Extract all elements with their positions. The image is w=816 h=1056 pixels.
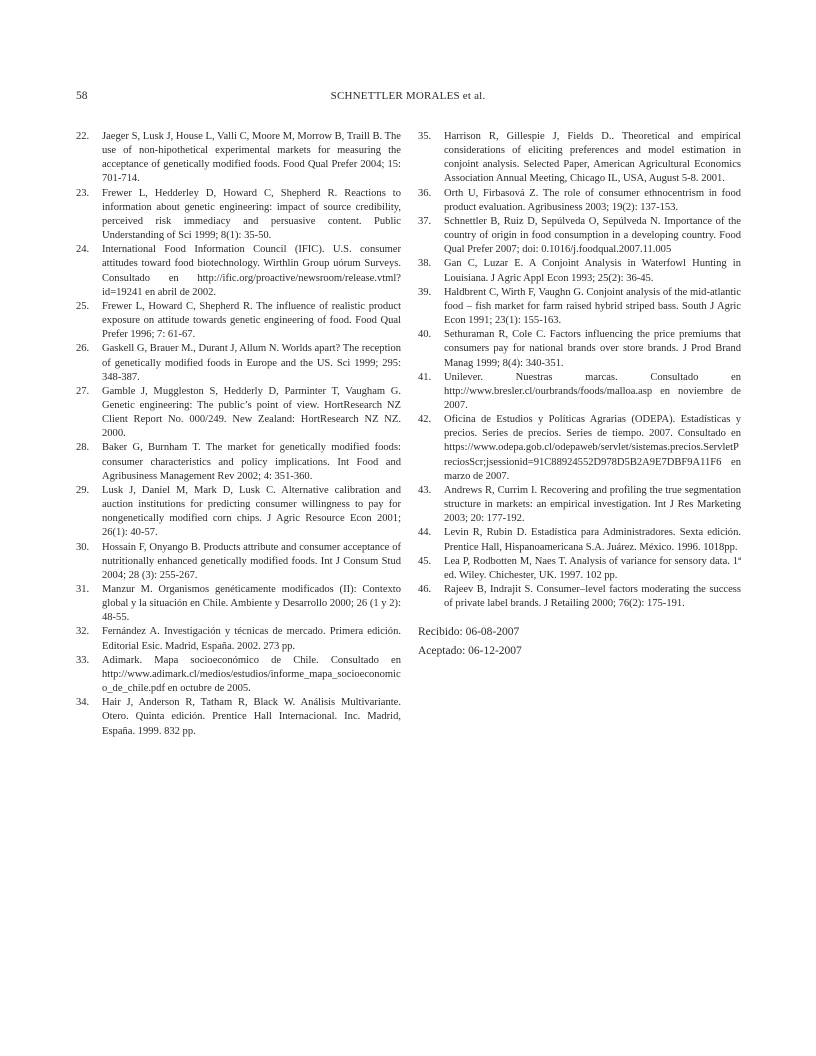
reference-number: 36. xyxy=(418,187,432,199)
reference-text: Andrews R, Currim I. Recovering and profiling the true segmentation structure in markets: an empirical investigation. Int J Res Marketing 2003; 20: 177-192. xyxy=(444,484,741,525)
reference-item xyxy=(76,385,401,442)
reference-item xyxy=(76,696,401,738)
reference-number: 33. xyxy=(76,654,90,666)
accepted-date: Aceptado: 06-12-2007 xyxy=(418,645,522,658)
reference-item xyxy=(76,541,401,583)
reference-item xyxy=(76,484,401,541)
reference-text: Fernández A. Investigación y técnicas de mercado. Primera edición. Editorial Esic. Madrid, España. 2002. 273 pp. xyxy=(102,626,401,652)
reference-text: Hossain F, Onyango B. Products attribute and consumer acceptance of nutritionally enhanced genetically modified foods. Int J Consum Stud 2004; 28 (3): 255-267. xyxy=(102,541,401,581)
reference-item xyxy=(418,257,741,285)
reference-item xyxy=(418,526,741,554)
reference-item xyxy=(418,413,741,484)
reference-item xyxy=(76,654,401,696)
reference-item xyxy=(76,300,401,342)
reference-number: 43. xyxy=(418,484,432,496)
reference-text: Gan C, Luzar E. A Conjoint Analysis in Waterfowl Hunting in Louisiana. J Agric Appl Econ 1993; 25(2): 36-45. xyxy=(444,258,741,284)
reference-text: Adimark. Mapa socioeconómico de Chile. Consultado en http://www.adimark.cl/medios/estudios/informe_mapa_socioeconomico_de_chile.pdf en octubre de 2005. xyxy=(102,654,401,695)
reference-number: 45. xyxy=(418,555,432,567)
reference-number: 44. xyxy=(418,527,432,539)
reference-text: Schnettler B, Ruiz D, Sepúlveda O, Sepúlveda N. Importance of the country of origin in food consumption in a developing country. Food Qual Prefer 2007; doi: 0.1016/j.foodqual.2007.11.005 xyxy=(444,215,741,256)
reference-text: International Food Information Council (IFIC). U.S. consumer attitudes toward food biotechnology. Wirthlin Group uórum Surveys. Consultado en http://ific.org/proactive/newsroom/release.vtml?id=19241 en abril de 2002. xyxy=(102,244,401,298)
reference-number: 42. xyxy=(418,414,432,426)
reference-number: 38. xyxy=(418,258,432,270)
reference-text: Lea P, Rodbotten M, Naes T. Analysis of variance for sensory data. 1ª ed. Wiley. Chichester, UK. 1997. 102 pp. xyxy=(444,555,741,581)
reference-text: Frewer L, Hedderley D, Howard C, Shepherd R. Reactions to information about genetic engineering: impact of source credibility, perceived risk immediacy and persuasive content. Public Understanding of Sci 1999; 8(1): 35-50. xyxy=(102,187,401,242)
reference-number: 41. xyxy=(418,371,432,383)
reference-number: 34. xyxy=(76,697,90,709)
running-head: SCHNETTLER MORALES et al. xyxy=(330,90,486,102)
reference-item xyxy=(76,187,401,244)
reference-item xyxy=(418,371,741,413)
reference-number: 29. xyxy=(76,484,90,496)
reference-number: 31. xyxy=(76,584,90,595)
reference-number: 25. xyxy=(76,300,90,312)
reference-item xyxy=(418,130,741,187)
reference-number: 27. xyxy=(76,385,90,397)
references-left-column xyxy=(76,130,401,739)
submission-dates xyxy=(418,623,741,661)
reference-text: Lusk J, Daniel M, Mark D, Lusk C. Alternative calibration and auction institutions for predicting consumer willingness to pay for nongenetically modified corn chips. J Agric Resource Econ 2001; 26(1): 40-57. xyxy=(102,484,401,539)
reference-item xyxy=(418,286,741,328)
reference-number: 28. xyxy=(76,442,90,454)
reference-number: 30. xyxy=(76,541,90,553)
reference-item xyxy=(418,583,741,611)
reference-text: Harrison R, Gillespie J, Fields D.. Theoretical and empirical considerations of eliciting preferences and model estimation in conjoint analysis. Selected Paper, American Agricultural Economics Association Annual Meeting, Chicago IL, USA, August 5-8. 2001. xyxy=(444,131,741,185)
reference-text: Haldbrent C, Wirth F, Vaughn G. Conjoint analysis of the mid-atlantic food – fish market for farm raised hybrid striped bass. South J Agric Econ 1991; 23(1): 155-163. xyxy=(444,286,741,327)
reference-number: 26. xyxy=(76,343,90,355)
reference-number: 32. xyxy=(76,626,90,638)
reference-text: Hair J, Anderson R, Tatham R, Black W. Análisis Multivariante. Otero. Quinta edición. Prentice Hall Internacional. Inc. Madrid, España. 1999. 832 pp. xyxy=(102,697,401,737)
page-number: 58 xyxy=(76,90,88,102)
reference-item xyxy=(418,484,741,526)
reference-text: Oficina de Estudios y Políticas Agrarias (ODEPA). Estadísticas y precios. Series de precios. Series de tiempo. 2007. Consultado en https://www.odepa.gob.cl/odepaweb/servlet/sistemas.precios.ServletPreciosScr;jsessionid=91C88924552D978D5B2A9E7DBF9A11F6 en marzo de 2007. xyxy=(444,414,741,482)
reference-item xyxy=(76,243,401,300)
reference-text: Levin R, Rubin D. Estadística para Administradores. Sexta edición. Prentice Hall, Hispanoamericana S.A. Juárez. México. 1996. 1018pp. xyxy=(444,527,741,553)
reference-text: Gaskell G, Brauer M., Durant J, Allum N. Worlds apart? The reception of genetically modified foods in Europe and the US. Sci 1999; 295: 348-387. xyxy=(102,343,401,383)
reference-text: Manzur M. Organismos genéticamente modificados (II): Contexto global y la situación en Chile. Ambiente y Desarrollo 2000; 26 (1 y 2): 48-55. xyxy=(102,584,401,624)
reference-number: 46. xyxy=(418,584,432,595)
reference-item xyxy=(418,328,741,370)
reference-item xyxy=(76,342,401,384)
reference-text: Rajeev B, Indrajit S. Consumer–level factors moderating the success of private label brands. J Retailing 2000; 76(2): 175-191. xyxy=(444,584,741,610)
reference-item xyxy=(418,215,741,257)
reference-number: 35. xyxy=(418,131,432,142)
reference-item xyxy=(418,555,741,583)
reference-text: Jaeger S, Lusk J, House L, Valli C, Moore M, Morrow B, Traill B. The use of non-hipothetical experimental markets for measuring the acceptance of genetically modified foods. Food Qual Prefer 2004; 15: 701-714. xyxy=(102,131,401,185)
reference-text: Baker G, Burnham T. The market for genetically modified foods: consumer characteristics and policy implications. Int Food and Agribusiness Management Rev 2002; 4: 351-360. xyxy=(102,442,401,482)
reference-item xyxy=(76,130,401,187)
reference-item xyxy=(418,187,741,215)
reference-item xyxy=(76,583,401,625)
reference-number: 23. xyxy=(76,187,90,199)
reference-number: 40. xyxy=(418,329,432,341)
reference-text: Unilever. Nuestras marcas. Consultado en http://www.bresler.cl/ourbrands/foods/malloa.asp en noviembre de 2007. xyxy=(444,371,741,411)
reference-number: 24. xyxy=(76,244,90,256)
reference-text: Gamble J, Muggleston S, Hedderly D, Parminter T, Vaugham G. Genetic engineering: The public’s point of view. HortResearch NZ Client Report No. 000/249. New Zealand: HortResearch NZ NZ. 2000. xyxy=(102,385,401,440)
received-date: Recibido: 06-08-2007 xyxy=(418,626,520,639)
reference-number: 22. xyxy=(76,131,90,142)
reference-text: Sethuraman R, Cole C. Factors influencing the price premiums that consumers pay for national brands over store brands. J Prod Brand Manag 1999; 8(4): 340-351. xyxy=(444,329,741,369)
references-right-column xyxy=(418,130,741,661)
reference-number: 39. xyxy=(418,286,432,298)
reference-item xyxy=(76,625,401,653)
reference-text: Frewer L, Howard C, Shepherd R. The influence of realistic product exposure on attitude towards genetic engineering of food. Food Qual Prefer 1996; 7: 61-67. xyxy=(102,300,401,341)
reference-number: 37. xyxy=(418,215,432,227)
reference-item xyxy=(76,441,401,483)
reference-text: Orth U, Firbasová Z. The role of consumer ethnocentrism in food product evaluation. Agribusiness 2003; 19(2): 137-153. xyxy=(444,187,741,213)
